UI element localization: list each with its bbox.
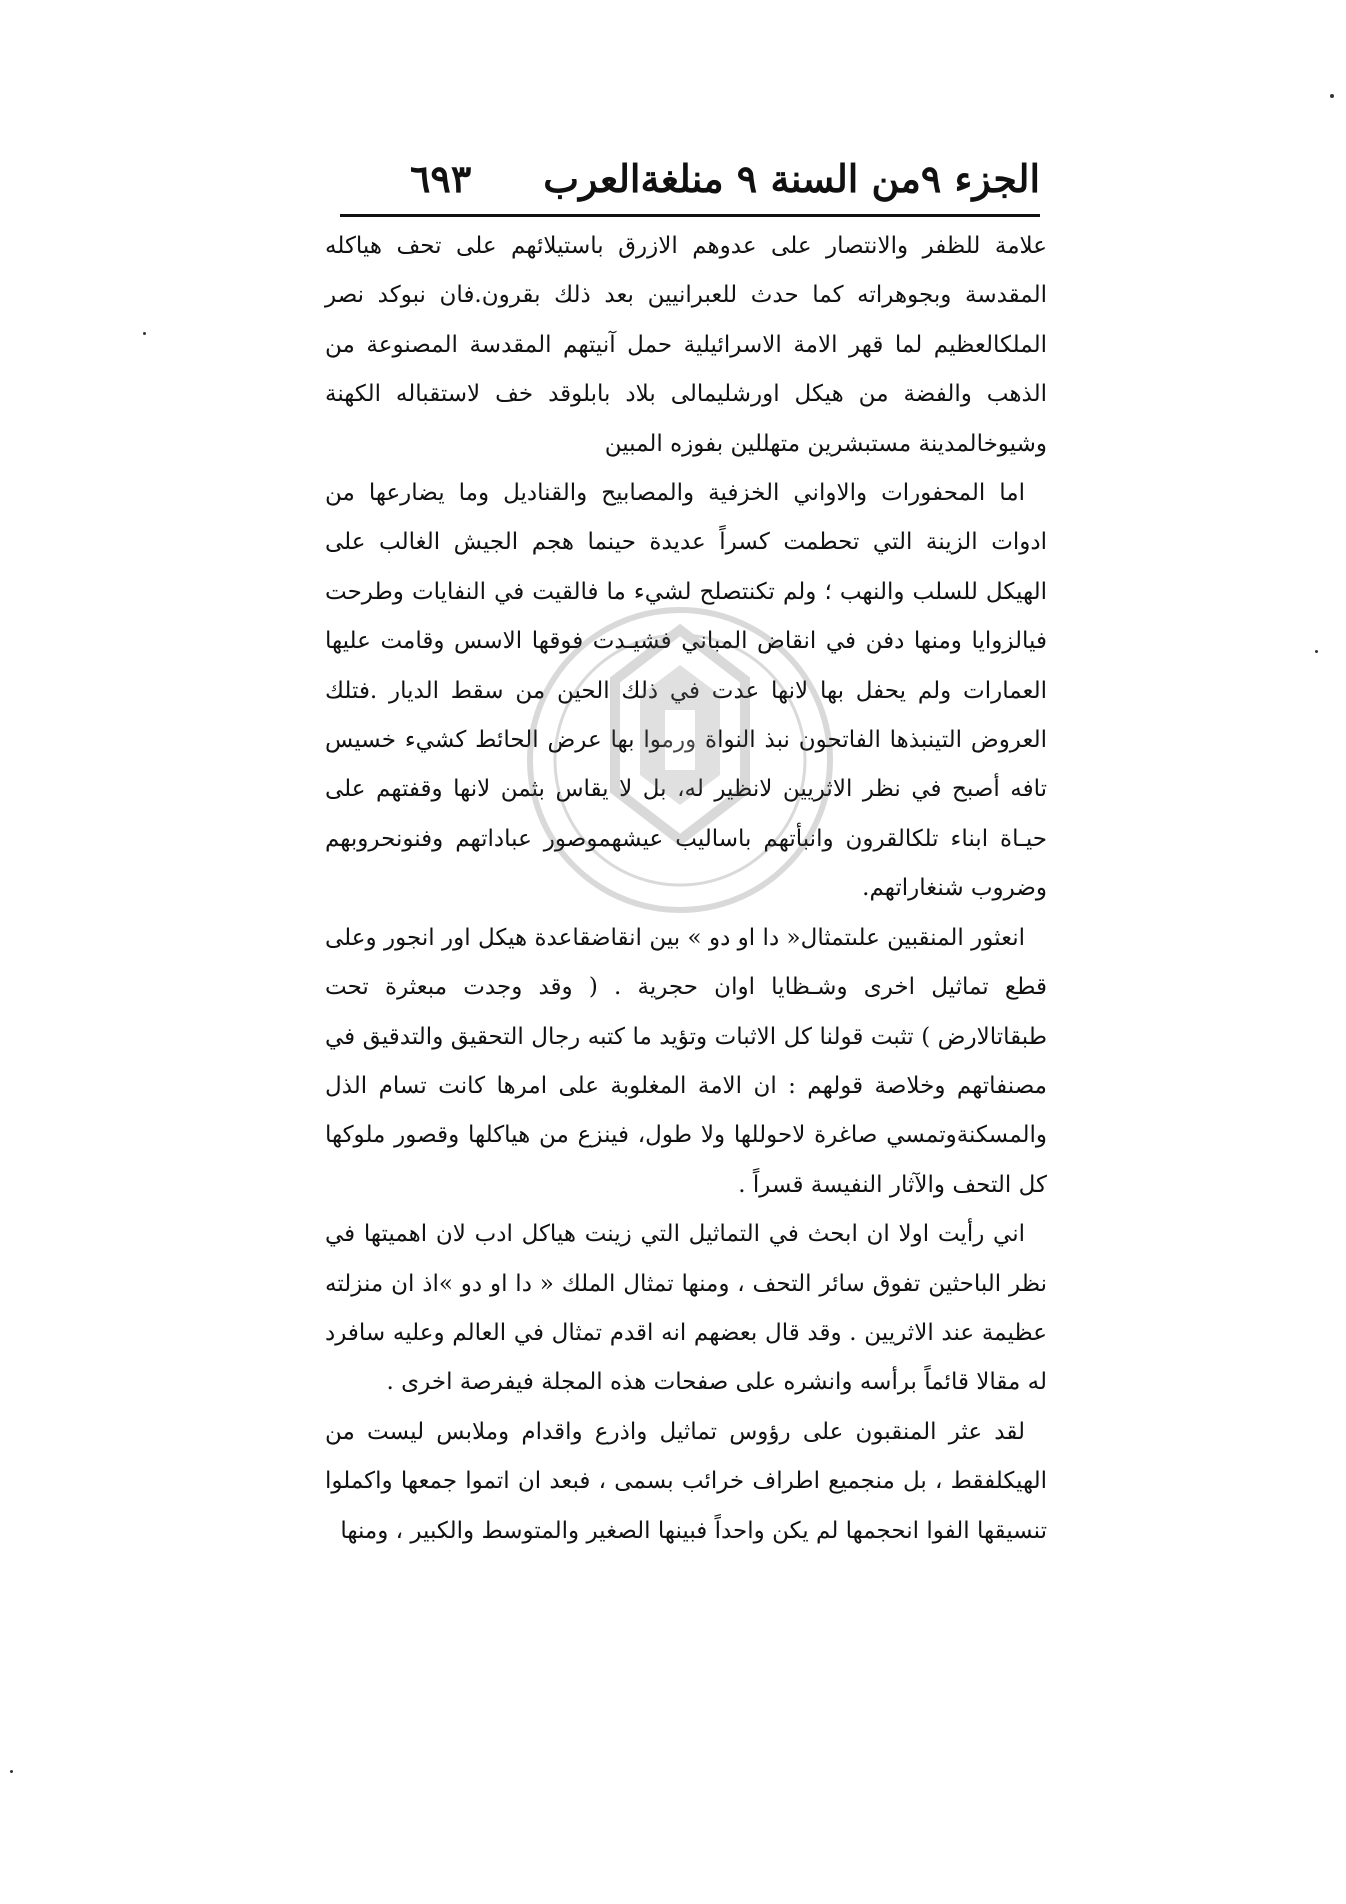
running-header-title: الجزء ٩من السنة ٩ منلغةالعرب <box>543 156 1040 201</box>
scan-speck <box>1315 650 1318 653</box>
paragraph-1: علامة للظفر والانتصار على عدوهم الازرق باستيلائهم على تحف هياكله المقدسة وبجوهراته كما حدث للعبرانيين بعد ذلك بقرون.فان نبوكد نصر الملكالعظيم لما قهر الامة الاسرائيلية حمل آنيتهم المقدسة المصنوعة من الذهب والفضة من هيكل اورشليمالى بلاد بابلوقد خف لاستقباله الكهنة وشيوخالمدينة مستبشرين متهللين بفوزه المبين <box>325 233 1047 457</box>
paragraph-4: اني رأيت اولا ان ابحث في التماثيل التي زينت هياكل ادب لان اهميتها في نظر الباحثين تفوق سائر التحف ، ومنها تمثال الملك « دا او دو »اذ ان منزلته عظيمة عند الاثريين . وقد قال بعضهم انه اقدم تمثال في العالم وعليه سافرد له مقالا قائماً برأسه وانشره على صفحات هذه المجلة فيفرصة اخرى . <box>325 1221 1047 1396</box>
paragraph-3: انعثور المنقبين علىتمثال« دا او دو » بين انقاضقاعدة هيكل اور انجور وعلى قطع تماثيل اخرى وشـظايا اوان حجرية . ( وقد وجدت مبعثرة تحت طبقاتالارض ) تثبت قولنا كل الاثبات وتؤيد ما كتبه رجال التحقيق والتدقيق في مصنفاتهم وخلاصة قولهم : ان الامة المغلوبة على امرها كانت تسام الذل والمسكنةوتمسي صاغرة لاحوللها ولا طول، فينزع من هياكلها وقصور ملوكها كل التحف والآثار النفيسة قسراً . <box>325 924 1047 1198</box>
page-header <box>340 150 1040 214</box>
article-body <box>325 222 1047 1556</box>
paragraph-5: لقد عثر المنقبون على رؤوس تماثيل واذرع واقدام وملابس ليست من الهيكلفقط ، بل منجميع اطراف خرائب بسمى ، فبعد ان اتموا جمعها واكملوا تنسيقها الفوا انحجمها لم يكن واحداً فبينها الصغير والمتوسط والكبير ، ومنها <box>325 1418 1047 1544</box>
scan-speck <box>143 332 146 335</box>
paragraph-2: اما المحفورات والاواني الخزفية والمصابيح والقناديل وما يضارعها من ادوات الزينة التي تحطمت كسراً عديدة حينما هجم الجيش الغالب على الهيكل للسلب والنهب ؛ ولم تكنتصلح لشيء ما فالقيت في النفايات وطرحت فيالزوايا ومنها دفن في انقاض المباني فشيـدت فوقها الاسس وقامت عليها العمارات ولم يحفل بها لانها عدت في ذلك الحين من سقط الديار .فتلك العروض التينبذها الفاتحون نبذ النواة ورموا بها عرض الحائط كشيء خسيس تافه أصبح في نظر الاثريين لانظير له، بل لا يقاس بثمن لانها وقفتهم على حيـاة ابناء تلكالقرون وانبأتهم باساليب عيشهموصور عباداتهم وفنونحروبهم وضروب شنغاراتهم. <box>325 480 1047 902</box>
header-rule <box>340 214 1040 217</box>
page-number: ٦٩٣ <box>410 156 472 201</box>
scan-speck <box>10 1770 13 1773</box>
scan-speck <box>1330 94 1334 98</box>
